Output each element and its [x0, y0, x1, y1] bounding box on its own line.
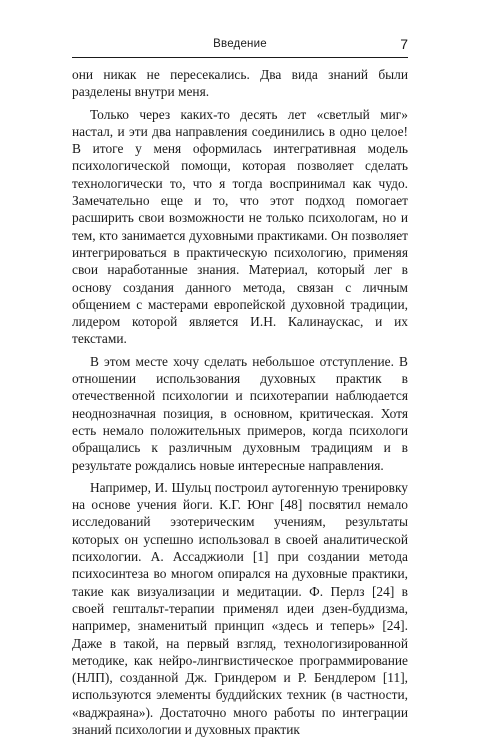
section-title: Введение	[213, 38, 267, 50]
paragraph-1: они никак не пересекались. Два вида знаний были разделены внутри меня.	[72, 67, 408, 100]
paragraph-4: Например, И. Шульц построил аутогенную тренировку на основе учения йоги. К.Г. Юнг [48] посвятил немало исследований эзотерическим учениям, результаты которых он успешно использовал в своей аналитической психологии. А. Ассаджиоли [1] при создании метода психосинтеза во многом опирался на духовные практики, такие как визуализации и медитации. Ф. Перлз [24] в своей гештальт-терапии применял идеи дзен-буддизма, например, знаменитый принцип «здесь и теперь» [24]. Даже в такой, на первый взгляд, технологизированной методике, как нейро-лингвистическое программирование (НЛП), созданной Дж. Гриндером и Р. Бендлером [11], используются элементы буддийских техник (в частности, «ваджраяна»). Достаточно много работы по интеграции знаний психологии и духовных практик	[72, 479, 408, 737]
header-rule	[72, 57, 408, 58]
paragraph-2: Только через каких-то десять лет «светлый миг» настал, и эти два направления соединились в одно целое! В итоге у меня оформилась интегративная модель психологической помощи, которая позволяет сделать технологически то, что я тогда воспринимал как чудо. Замечательно еще и то, что этот подход помогает расширить свои возможности не только психологам, но и тем, кто занимается духовными практиками. Он позволяет интегрироваться в практическую психологию, применяя свои наработанные знания. Материал, который лег в основу создания данного метода, связан с личным общением с мастерами европейской духовной традиции, лидером которой является И.Н. Калинаускас, и их текстами.	[72, 106, 408, 347]
page-number: 7	[400, 36, 408, 52]
running-head	[72, 36, 408, 56]
paragraph-3: В этом месте хочу сделать небольшое отступление. В отношении использования духовных практик в отечественной психологии и психотерапии наблюдается неоднозначная позиция, в основном, критическая. Хотя есть немало положительных примеров, когда психологи обращались к различным духовным традициям и в результате рождались новые интересные направления.	[72, 353, 408, 473]
body-text	[72, 66, 408, 738]
